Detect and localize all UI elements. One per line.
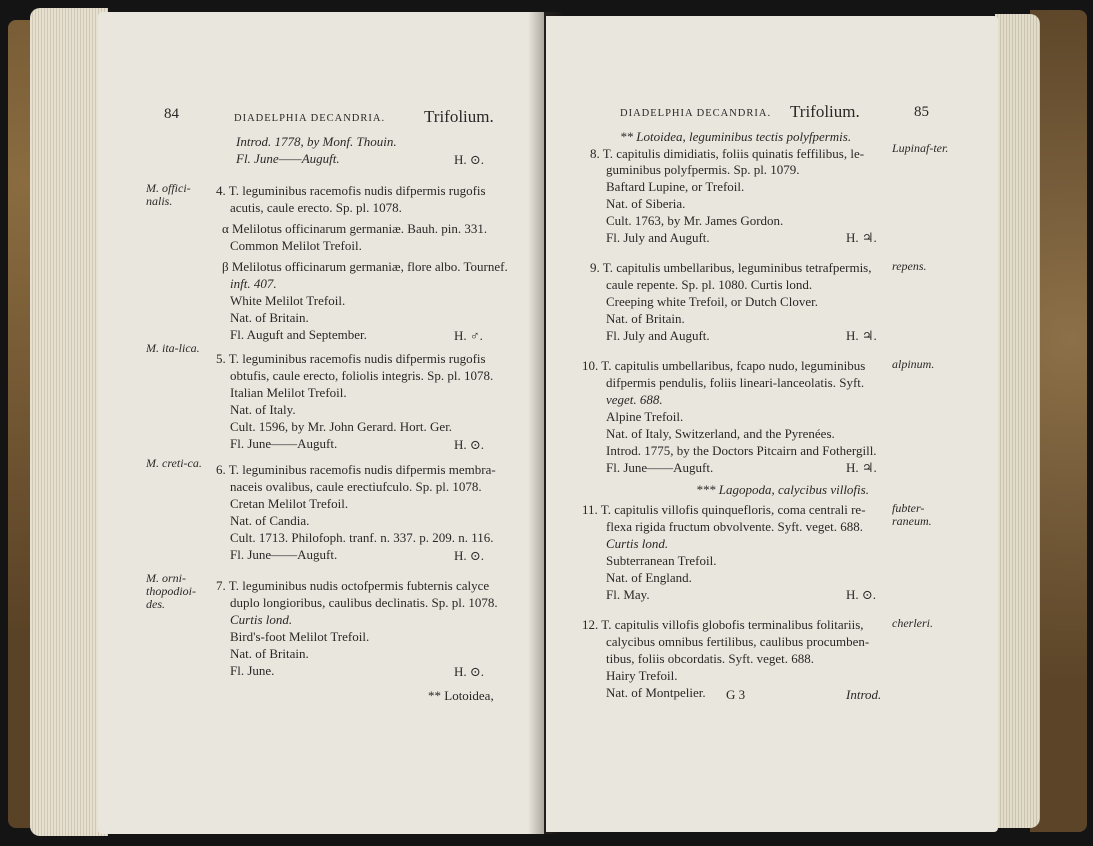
running-header-genus: Trifolium. bbox=[790, 102, 860, 121]
habit-mark: H. ⊙. bbox=[454, 437, 485, 452]
text-line: Fl. July and Auguft. bbox=[606, 230, 710, 245]
text-line: Cretan Melilot Trefoil. bbox=[230, 496, 349, 511]
text-line: Fl. June——Auguft. bbox=[236, 151, 340, 166]
text-line: Cult. 1713. Philofoph. tranf. n. 337. p. 209. n. 116. bbox=[230, 530, 494, 545]
running-header-caps: DIADELPHIA DECANDRIA. bbox=[234, 113, 386, 124]
text-line: Introd. 1778, by Monf. Thouin. bbox=[236, 134, 397, 149]
text-line: Introd. 1775, by the Doctors Pitcairn and Fothergill. bbox=[606, 443, 877, 458]
catchword: Introd. bbox=[846, 687, 882, 702]
text-line: 5. T. leguminibus racemofis nudis difpermis rugofis bbox=[216, 351, 486, 366]
text-line: 8. T. capitulis dimidiatis, foliis quinatis feffilibus, le- bbox=[590, 146, 865, 161]
text-line: flexa rigida fructum obvolvente. Syft. veget. 688. bbox=[606, 519, 864, 534]
page-number: 85 bbox=[914, 104, 929, 120]
text-line: White Melilot Trefoil. bbox=[230, 293, 346, 308]
text-line: Nat. of Britain. bbox=[230, 310, 309, 325]
page-edges-right bbox=[995, 14, 1040, 828]
margin-note: M. orni-thopodioi-des. bbox=[146, 571, 196, 611]
text-line: Nat. of England. bbox=[606, 570, 692, 585]
signature-mark: G 3 bbox=[726, 687, 746, 702]
text-line: 6. T. leguminibus racemofis nudis difpermis membra- bbox=[216, 462, 496, 477]
text-line: 7. T. leguminibus nudis octofpermis fubternis calyce bbox=[216, 578, 490, 593]
text-line: calycibus omnibus fertilibus, caulibus procumben- bbox=[606, 634, 870, 649]
text-line: 11. T. capitulis villofis quinquefloris, coma centrali re- bbox=[582, 502, 866, 517]
text-line: Nat. of Montpelier. bbox=[606, 685, 706, 700]
text-line: Fl. May. bbox=[606, 587, 650, 602]
margin-note: M. ita-lica. bbox=[146, 341, 200, 355]
habit-mark: H. ♃. bbox=[846, 328, 877, 343]
habit-mark: H. ♃. bbox=[846, 230, 877, 245]
left-page bbox=[98, 12, 544, 834]
text-line: acutis, caule erecto. Sp. pl. 1078. bbox=[230, 200, 402, 215]
margin-note: Lupinaf-ter. bbox=[892, 141, 949, 155]
text-line: Cult. 1596, by Mr. John Gerard. Hort. Ger. bbox=[230, 419, 453, 434]
text-line: Nat. of Siberia. bbox=[606, 196, 686, 211]
text-line: Creeping white Trefoil, or Dutch Clover. bbox=[606, 294, 818, 309]
text-line: caule repente. Sp. pl. 1080. Curtis lond. bbox=[606, 277, 813, 292]
text-line: Alpine Trefoil. bbox=[606, 409, 684, 424]
text-line: Fl. June——Auguft. bbox=[230, 547, 338, 562]
text-line: α Melilotus officinarum germaniæ. Bauh. pin. 331. bbox=[222, 221, 488, 236]
text-line: Bird's-foot Melilot Trefoil. bbox=[230, 629, 370, 644]
text-line: Hairy Trefoil. bbox=[606, 668, 678, 683]
margin-note: fubter-raneum. bbox=[892, 501, 932, 528]
text-line: β Melilotus officinarum germaniæ, flore albo. Tournef. bbox=[222, 259, 508, 274]
text-line: 4. T. leguminibus racemofis nudis difpermis rugofis bbox=[216, 183, 486, 198]
text-line: Fl. July and Auguft. bbox=[606, 328, 710, 343]
text-line: duplo longioribus, caulibus declinatis. Sp. pl. 1078. bbox=[230, 595, 498, 610]
text-line: 9. T. capitulis umbellaribus, leguminibus tetrafpermis, bbox=[590, 260, 872, 275]
habit-mark: H. ⊙. bbox=[454, 152, 485, 167]
right-page bbox=[546, 16, 998, 832]
margin-note: cherleri. bbox=[892, 616, 933, 630]
margin-note: repens. bbox=[892, 259, 927, 273]
text-line: Curtis lond. bbox=[230, 612, 293, 627]
running-header-caps: DIADELPHIA DECANDRIA. bbox=[620, 108, 772, 119]
text-line: naceis ovalibus, caule erectiufculo. Sp. pl. 1078. bbox=[230, 479, 482, 494]
section-heading: *** Lagopoda, calycibus villofis. bbox=[696, 482, 869, 497]
text-line: Subterranean Trefoil. bbox=[606, 553, 717, 568]
habit-mark: H. ♂. bbox=[454, 328, 483, 343]
section-heading: ** Lotoidea, leguminibus tectis polyfpermis. bbox=[620, 129, 852, 144]
text-line: veget. 688. bbox=[606, 392, 663, 407]
habit-mark: H. ⊙. bbox=[454, 664, 485, 679]
text-line: Nat. of Italy. bbox=[230, 402, 296, 417]
margin-note: alpinum. bbox=[892, 357, 935, 371]
text-line: Nat. of Candia. bbox=[230, 513, 310, 528]
text-line: Baftard Lupine, or Trefoil. bbox=[606, 179, 745, 194]
text-line: Fl. Auguft and September. bbox=[230, 327, 367, 342]
text-line: inft. 407. bbox=[230, 276, 277, 291]
text-line: Cult. 1763, by Mr. James Gordon. bbox=[606, 213, 784, 228]
text-line: tibus, foliis obcordatis. Syft. veget. 688. bbox=[606, 651, 814, 666]
text-line: 10. T. capitulis umbellaribus, fcapo nudo, leguminibus bbox=[582, 358, 866, 373]
text-line: Italian Melilot Trefoil. bbox=[230, 385, 347, 400]
text-line: Nat. of Britain. bbox=[606, 311, 685, 326]
text-line: obtufis, caule erecto, foliolis integris. Sp. pl. 1078. bbox=[230, 368, 494, 383]
page-edges-left bbox=[30, 8, 108, 836]
catchword: ** Lotoidea, bbox=[428, 688, 494, 703]
page-number: 84 bbox=[164, 106, 179, 122]
text-line: Common Melilot Trefoil. bbox=[230, 238, 362, 253]
text-line: Fl. June. bbox=[230, 663, 275, 678]
text-line: guminibus polyfpermis. Sp. pl. 1079. bbox=[606, 162, 800, 177]
habit-mark: H. ♃. bbox=[846, 460, 877, 475]
text-line: Curtis lond. bbox=[606, 536, 669, 551]
margin-note: M. offici-nalis. bbox=[146, 181, 191, 208]
text-line: difpermis pendulis, foliis lineari-lanceolatis. Syft. bbox=[606, 375, 865, 390]
running-header-genus: Trifolium. bbox=[424, 107, 494, 126]
text-line: Fl. June——Auguft. bbox=[606, 460, 714, 475]
margin-note: M. creti-ca. bbox=[146, 456, 202, 470]
habit-mark: H. ⊙. bbox=[846, 587, 877, 602]
text-line: Nat. of Britain. bbox=[230, 646, 309, 661]
text-line: Nat. of Italy, Switzerland, and the Pyrenées. bbox=[606, 426, 835, 441]
text-line: Fl. June——Auguft. bbox=[230, 436, 338, 451]
habit-mark: H. ⊙. bbox=[454, 548, 485, 563]
text-line: 12. T. capitulis villofis globofis terminalibus folitariis, bbox=[582, 617, 864, 632]
